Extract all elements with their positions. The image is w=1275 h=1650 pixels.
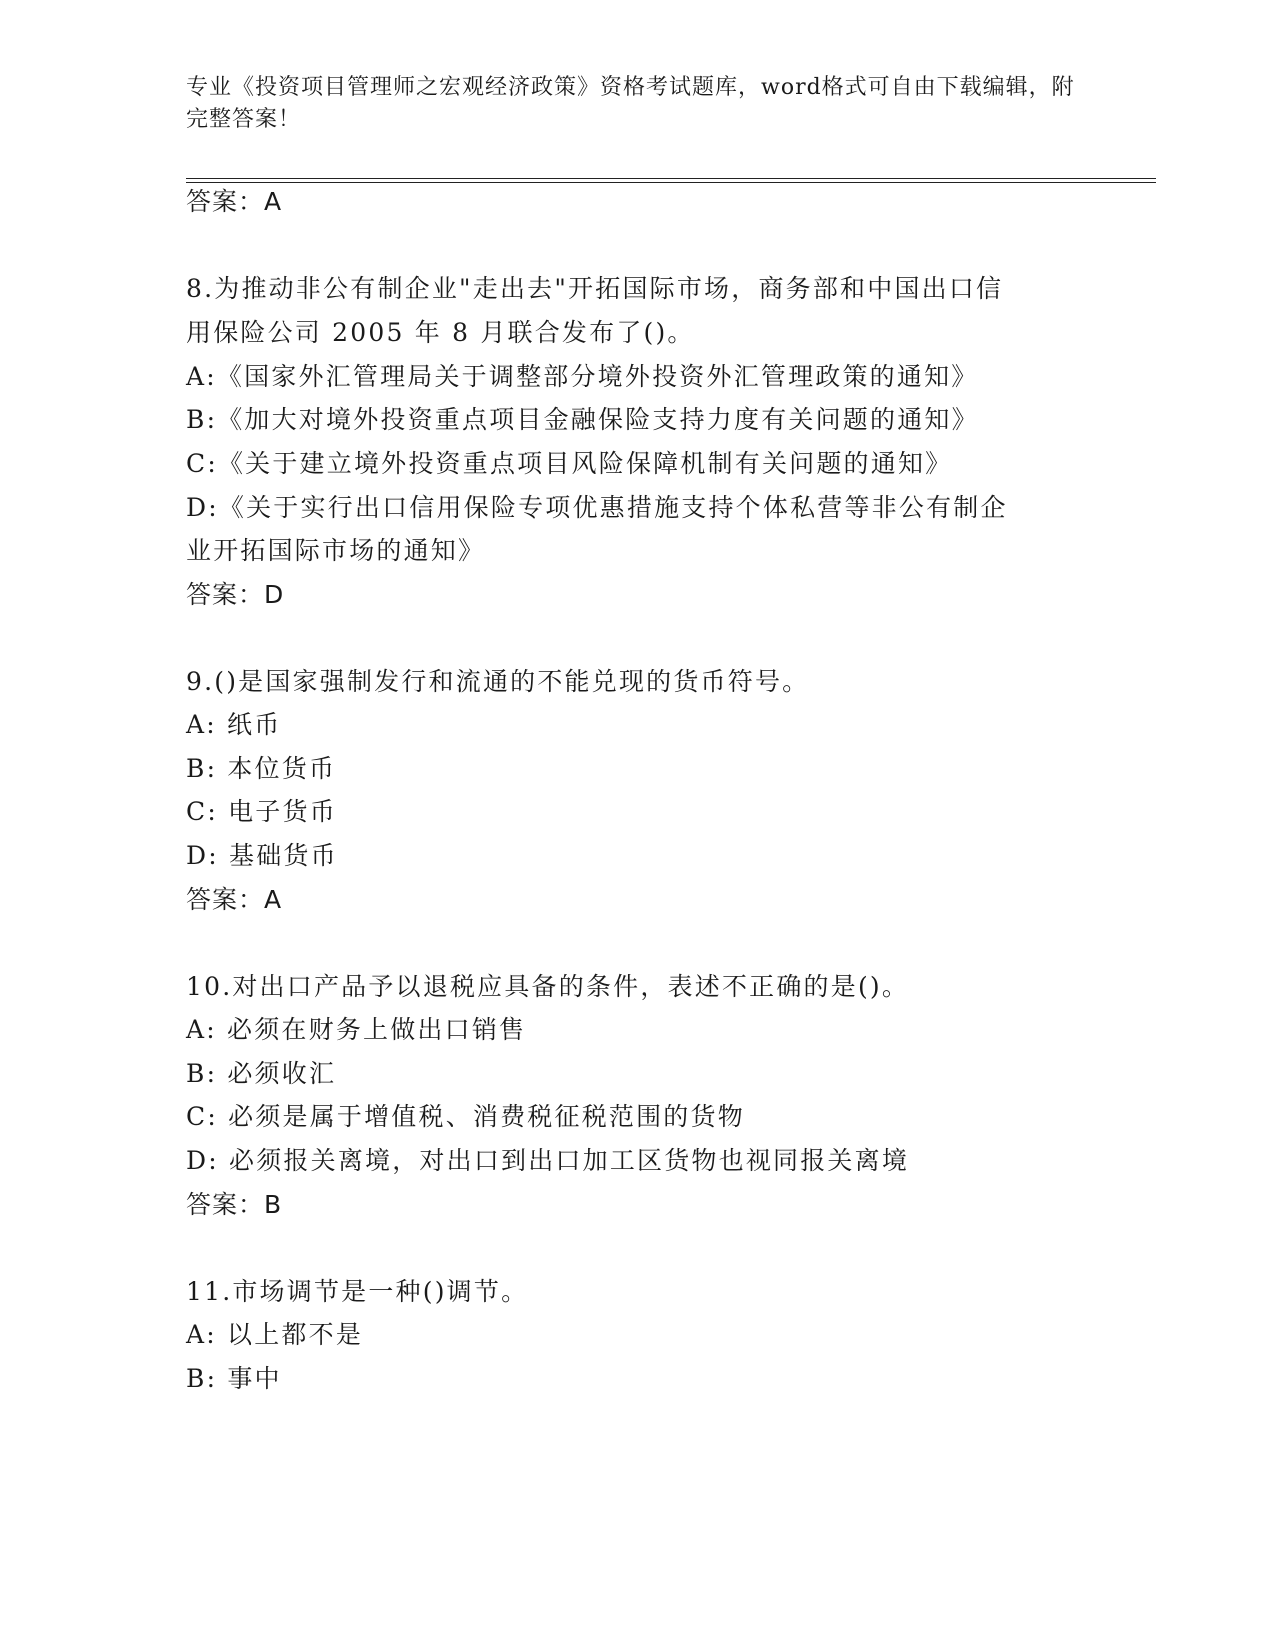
option-b: B: 本位货币 xyxy=(186,754,337,783)
option-a: A: 纸币 xyxy=(186,710,282,739)
question-text: 10.对出口产品予以退税应具备的条件，表述不正确的是()。 xyxy=(186,972,910,1001)
question-text: 8.为推动非公有制企业"走出去"开拓国际市场，商务部和中国出口信 xyxy=(186,274,1004,303)
option-d: D: 必须报关离境，对出口到出口加工区货物也视同报关离境 xyxy=(186,1146,910,1175)
option-c: C: 电子货币 xyxy=(186,797,337,826)
question-text: 9.()是国家强制发行和流通的不能兑现的货币符号。 xyxy=(186,667,810,696)
option-c: C:《关于建立境外投资重点项目风险保障机制有关问题的通知》 xyxy=(186,449,953,478)
option-b: B: 事中 xyxy=(186,1364,282,1393)
option-d: D:《关于实行出口信用保险专项优惠措施支持个体私营等非公有制企 xyxy=(186,493,1008,522)
option-c: C: 必须是属于增值税、消费税征税范围的货物 xyxy=(186,1102,745,1131)
page-header-text: 专业《投资项目管理师之宏观经济政策》资格考试题库，word格式可自由下载编辑，附完整答案！ xyxy=(186,75,1075,132)
option-d: D: 基础货币 xyxy=(186,841,338,870)
option-a: A:《国家外汇管理局关于调整部分境外投资外汇管理政策的通知》 xyxy=(186,362,979,391)
option-b: B:《加大对境外投资重点项目金融保险支持力度有关问题的通知》 xyxy=(186,405,979,434)
answer-line: 答案：B xyxy=(186,1190,283,1219)
question-text: 11.市场调节是一种()调节。 xyxy=(186,1277,529,1306)
answer-line: 答案：A xyxy=(186,885,283,914)
header-double-rule xyxy=(186,178,1156,183)
answer-line: 答案：A xyxy=(186,187,283,216)
option-a: A: 以上都不是 xyxy=(186,1320,364,1349)
option-a: A: 必须在财务上做出口销售 xyxy=(186,1015,527,1044)
option-d-continued: 业开拓国际市场的通知》 xyxy=(186,536,486,565)
option-b: B: 必须收汇 xyxy=(186,1059,337,1088)
answer-line: 答案：D xyxy=(186,580,285,609)
question-text: 用保险公司 2005 年 8 月联合发布了()。 xyxy=(186,318,695,347)
